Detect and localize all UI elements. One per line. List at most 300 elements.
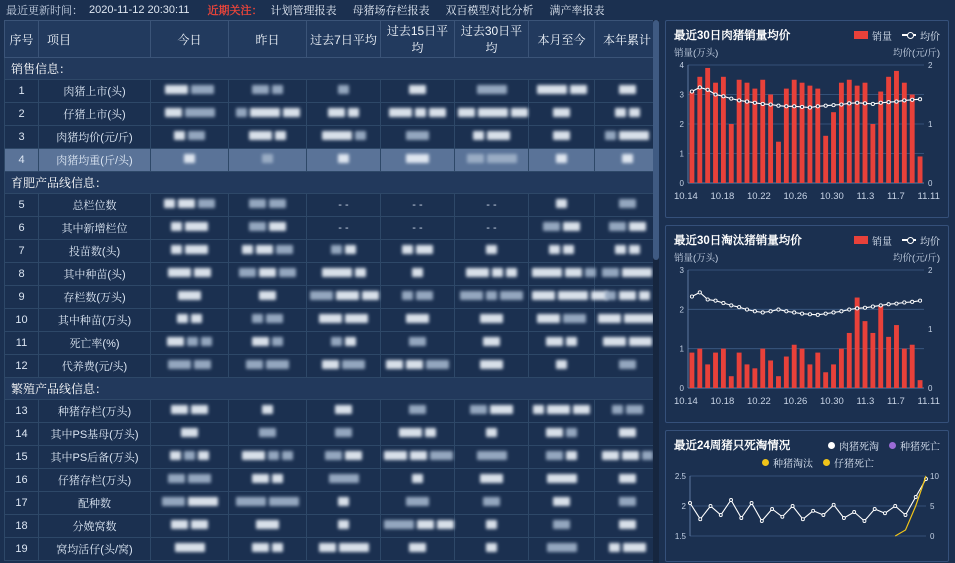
row-value-cell <box>307 400 381 423</box>
col-index: 序号 <box>5 21 39 58</box>
x-tick-label: 11.7 <box>887 396 905 407</box>
svg-text:1: 1 <box>928 325 933 334</box>
table-row[interactable] <box>5 355 660 378</box>
row-value-cell <box>307 423 381 446</box>
x-tick-label: 11.11 <box>917 191 940 202</box>
chart2-ylabel-right: 均价(元/斤) <box>893 253 940 264</box>
row-value-cell <box>381 355 455 378</box>
table-section-title: 销售信息： <box>5 58 660 80</box>
legend-item-breeder-cull[interactable] <box>762 455 813 470</box>
top-status-bar <box>0 0 955 20</box>
row-value-cell <box>307 286 381 309</box>
row-index: 7 <box>5 240 39 263</box>
table-row[interactable] <box>5 194 660 217</box>
dot-swatch-icon <box>889 442 896 449</box>
row-value-cell <box>151 126 229 149</box>
row-value-cell <box>229 240 307 263</box>
row-value-cell <box>229 80 307 103</box>
table-row[interactable] <box>5 103 660 126</box>
row-item-name: 代养费(元/头) <box>39 355 151 378</box>
row-value-cell <box>595 126 660 149</box>
row-value-cell <box>455 538 529 561</box>
table-row[interactable] <box>5 400 660 423</box>
row-value-cell <box>529 400 595 423</box>
chart1-legend <box>854 28 940 43</box>
row-value-cell <box>529 286 595 309</box>
x-tick-label: 10.30 <box>820 191 844 202</box>
table-row[interactable] <box>5 423 660 446</box>
svg-text:0: 0 <box>930 532 935 541</box>
chart3-legend <box>828 438 940 453</box>
row-item-name: 肉猪上市(头) <box>39 80 151 103</box>
legend-label-breeder-cull: 种猪淘汰 <box>773 459 813 470</box>
row-value-cell <box>307 263 381 286</box>
svg-text:0: 0 <box>679 179 684 188</box>
row-value-cell <box>595 309 660 332</box>
row-value-cell <box>151 492 229 515</box>
chart1-title: 最近30日肉猪销量均价 <box>674 30 791 42</box>
update-time-value: 2020-11-12 20:30:11 <box>89 4 190 16</box>
update-time-label: 最近更新时间： <box>6 5 83 17</box>
link-plan-report[interactable]: 计划管理报表 <box>270 5 337 17</box>
svg-text:2: 2 <box>928 61 933 70</box>
table-row[interactable] <box>5 80 660 103</box>
table-section-header <box>5 58 660 80</box>
row-value-cell <box>381 309 455 332</box>
x-tick-label: 10.22 <box>747 396 771 407</box>
row-item-name: 其中新增栏位 <box>39 217 151 240</box>
table-row[interactable] <box>5 538 660 561</box>
row-value-cell <box>529 263 595 286</box>
row-value-cell <box>455 286 529 309</box>
row-value-cell <box>307 309 381 332</box>
row-value-cell <box>151 286 229 309</box>
row-value-cell <box>307 332 381 355</box>
link-sow-farm-report[interactable]: 母猪场存栏报表 <box>352 5 430 17</box>
row-value-cell <box>529 217 595 240</box>
row-value-cell <box>229 217 307 240</box>
legend-label-piglet-death: 仔猪死亡 <box>834 459 874 470</box>
legend-label-volume-2: 销量 <box>872 236 892 248</box>
row-item-name: 肉猪均重(斤/头) <box>39 149 151 172</box>
legend-item-piglet-death[interactable] <box>823 455 874 470</box>
focus-label: 近期关注： <box>207 5 263 17</box>
row-item-name: 存栏数(万头) <box>39 286 151 309</box>
col-avg30: 过去30日平均 <box>455 21 529 58</box>
metrics-table-panel <box>4 20 659 563</box>
row-value-cell <box>595 446 660 469</box>
row-value-cell <box>595 240 660 263</box>
row-value-cell <box>595 400 660 423</box>
row-value-cell <box>151 355 229 378</box>
svg-text:3: 3 <box>679 266 684 275</box>
row-item-name: 配种数 <box>39 492 151 515</box>
row-value-cell <box>529 149 595 172</box>
row-value-cell <box>307 103 381 126</box>
row-index: 15 <box>5 446 39 469</box>
chart1-ylabel-left: 销量(万头) <box>674 48 719 59</box>
chart2-legend <box>854 233 940 248</box>
chart3-legend-row2 <box>666 455 948 472</box>
row-value-cell <box>381 515 455 538</box>
table-scrollbar[interactable] <box>653 20 659 563</box>
row-index: 18 <box>5 515 39 538</box>
legend-item-volume-2[interactable] <box>854 233 892 248</box>
row-item-name: 投苗数(头) <box>39 240 151 263</box>
chart1-plot <box>666 59 948 191</box>
svg-text:1: 1 <box>679 344 684 354</box>
svg-text:0: 0 <box>679 384 684 393</box>
row-value-cell <box>455 240 529 263</box>
col-avg7: 过去7日平均 <box>307 21 381 58</box>
row-value-cell <box>229 126 307 149</box>
row-index: 13 <box>5 400 39 423</box>
row-index: 14 <box>5 423 39 446</box>
x-tick-label: 11.11 <box>917 396 940 407</box>
svg-text:1.5: 1.5 <box>674 532 686 541</box>
col-item: 项目 <box>39 21 151 58</box>
metrics-table <box>4 20 659 561</box>
row-value-cell <box>455 423 529 446</box>
svg-text:1: 1 <box>928 120 933 129</box>
row-value-cell <box>595 538 660 561</box>
row-value-cell <box>229 286 307 309</box>
legend-item-fattening-death[interactable] <box>828 438 879 453</box>
row-value-cell <box>151 469 229 492</box>
row-value-cell <box>455 126 529 149</box>
row-index: 1 <box>5 80 39 103</box>
dot-swatch-icon <box>823 459 830 466</box>
table-section-header <box>5 378 660 400</box>
row-index: 9 <box>5 286 39 309</box>
table-row[interactable] <box>5 286 660 309</box>
row-value-cell <box>455 80 529 103</box>
chart2-x-ticks <box>666 396 948 407</box>
row-index: 11 <box>5 332 39 355</box>
row-value-cell <box>229 400 307 423</box>
bar-swatch-icon <box>854 236 868 244</box>
row-value-cell <box>381 446 455 469</box>
row-value-cell <box>229 194 307 217</box>
row-value-cell <box>381 423 455 446</box>
row-value-cell <box>529 194 595 217</box>
row-value-cell <box>229 469 307 492</box>
row-value-cell <box>455 263 529 286</box>
row-item-name: 窝均活仔(头/窝) <box>39 538 151 561</box>
col-year-to-date: 本年累计 <box>595 21 660 58</box>
row-index: 5 <box>5 194 39 217</box>
table-row[interactable] <box>5 469 660 492</box>
row-value-cell <box>307 446 381 469</box>
x-tick-label: 10.26 <box>783 191 808 202</box>
table-section-header <box>5 172 660 194</box>
charts-column <box>665 20 949 563</box>
x-tick-label: 10.22 <box>747 191 771 202</box>
row-value-cell <box>151 217 229 240</box>
row-value-cell <box>307 80 381 103</box>
row-value-cell <box>455 400 529 423</box>
chart3-legend-b <box>762 455 874 470</box>
x-tick-label: 10.14 <box>674 191 698 202</box>
table-section-title: 育肥产品线信息： <box>5 172 660 194</box>
row-value-cell <box>529 309 595 332</box>
svg-text:2: 2 <box>681 502 686 511</box>
row-value-cell <box>381 469 455 492</box>
row-index: 16 <box>5 469 39 492</box>
row-value-cell <box>529 80 595 103</box>
row-item-name: 其中种苗(万头) <box>39 309 151 332</box>
row-value-cell <box>529 126 595 149</box>
row-value-cell <box>529 332 595 355</box>
table-row[interactable] <box>5 263 660 286</box>
dot-swatch-icon <box>762 459 769 466</box>
table-row[interactable] <box>5 240 660 263</box>
svg-text:5: 5 <box>930 502 935 511</box>
row-value-cell <box>529 240 595 263</box>
row-value-cell <box>595 149 660 172</box>
row-value-cell: - - <box>381 194 455 217</box>
row-value-cell <box>381 149 455 172</box>
legend-label-price-2: 均价 <box>920 236 940 248</box>
table-row[interactable] <box>5 446 660 469</box>
legend-label-price: 均价 <box>920 31 940 43</box>
table-row[interactable] <box>5 492 660 515</box>
row-index: 4 <box>5 149 39 172</box>
row-value-cell <box>151 400 229 423</box>
row-value-cell <box>529 469 595 492</box>
row-index: 10 <box>5 309 39 332</box>
legend-label-breeder-death: 种猪死亡 <box>900 441 940 453</box>
row-item-name: 其中种苗(头) <box>39 263 151 286</box>
x-tick-label: 10.18 <box>710 396 735 407</box>
row-value-cell <box>381 80 455 103</box>
row-value-cell <box>151 263 229 286</box>
legend-label-fattening-death: 肉猪死淘 <box>839 441 879 453</box>
row-value-cell <box>595 423 660 446</box>
table-scrollbar-thumb[interactable] <box>653 20 659 260</box>
row-value-cell <box>307 469 381 492</box>
row-value-cell <box>229 355 307 378</box>
x-tick-label: 11.3 <box>856 191 875 202</box>
svg-text:2.5: 2.5 <box>674 472 686 481</box>
bar-swatch-icon <box>854 31 868 39</box>
row-value-cell <box>455 309 529 332</box>
row-value-cell <box>229 149 307 172</box>
row-value-cell <box>595 80 660 103</box>
row-value-cell <box>529 103 595 126</box>
row-value-cell <box>595 194 660 217</box>
svg-text:2: 2 <box>679 120 684 129</box>
row-value-cell <box>229 446 307 469</box>
row-value-cell <box>595 469 660 492</box>
table-body <box>5 58 660 561</box>
row-value-cell: - - <box>455 217 529 240</box>
row-value-cell <box>595 286 660 309</box>
svg-text:2: 2 <box>679 305 684 315</box>
row-value-cell <box>595 217 660 240</box>
x-tick-label: 10.14 <box>674 396 698 407</box>
row-value-cell <box>151 149 229 172</box>
link-model-compare[interactable]: 双百模型对比分析 <box>445 5 534 17</box>
table-row[interactable] <box>5 149 660 172</box>
row-value-cell: - - <box>307 194 381 217</box>
row-value-cell <box>529 538 595 561</box>
chart-card-pig-sales <box>665 20 949 218</box>
row-value-cell <box>229 103 307 126</box>
svg-text:2: 2 <box>928 266 933 275</box>
x-tick-label: 10.18 <box>710 191 735 202</box>
chart-card-culled-sales <box>665 225 949 423</box>
legend-item-volume[interactable] <box>854 28 892 43</box>
row-value-cell: - - <box>381 217 455 240</box>
row-value-cell <box>307 515 381 538</box>
row-index: 8 <box>5 263 39 286</box>
row-value-cell <box>381 126 455 149</box>
row-value-cell <box>151 423 229 446</box>
row-value-cell <box>229 423 307 446</box>
chart1-header <box>666 21 948 45</box>
row-value-cell <box>151 194 229 217</box>
row-item-name: 其中PS后备(万头) <box>39 446 151 469</box>
row-value-cell <box>455 446 529 469</box>
row-value-cell <box>529 492 595 515</box>
row-value-cell <box>229 538 307 561</box>
row-value-cell <box>455 332 529 355</box>
row-value-cell <box>455 515 529 538</box>
chart1-x-ticks <box>666 191 948 202</box>
row-value-cell <box>307 492 381 515</box>
row-index: 12 <box>5 355 39 378</box>
row-index: 19 <box>5 538 39 561</box>
table-header-row <box>5 21 660 58</box>
row-value-cell <box>529 423 595 446</box>
row-value-cell <box>151 80 229 103</box>
row-value-cell <box>381 240 455 263</box>
col-month-to-date: 本月至今 <box>529 21 595 58</box>
row-value-cell <box>595 492 660 515</box>
row-value-cell <box>595 332 660 355</box>
row-value-cell <box>595 355 660 378</box>
col-avg15: 过去15日平均 <box>381 21 455 58</box>
row-value-cell <box>307 126 381 149</box>
svg-text:0: 0 <box>928 384 933 393</box>
row-value-cell <box>151 309 229 332</box>
row-index: 2 <box>5 103 39 126</box>
row-value-cell <box>229 332 307 355</box>
row-value-cell <box>455 103 529 126</box>
row-value-cell <box>381 400 455 423</box>
row-value-cell <box>529 355 595 378</box>
row-value-cell <box>151 446 229 469</box>
chart3-plot <box>666 472 948 544</box>
table-row[interactable] <box>5 217 660 240</box>
table-row[interactable] <box>5 515 660 538</box>
col-today: 今日 <box>151 21 229 58</box>
row-value-cell <box>529 446 595 469</box>
row-item-name: 分娩窝数 <box>39 515 151 538</box>
table-row[interactable] <box>5 126 660 149</box>
row-value-cell <box>151 103 229 126</box>
row-item-name: 死亡率(%) <box>39 332 151 355</box>
legend-item-price-2[interactable] <box>902 233 940 248</box>
table-row[interactable] <box>5 309 660 332</box>
row-value-cell: - - <box>307 217 381 240</box>
row-value-cell <box>307 149 381 172</box>
row-index: 3 <box>5 126 39 149</box>
row-item-name: 其中PS基母(万头) <box>39 423 151 446</box>
row-value-cell <box>229 309 307 332</box>
row-value-cell <box>595 515 660 538</box>
table-row[interactable] <box>5 332 660 355</box>
row-value-cell <box>381 332 455 355</box>
row-value-cell <box>529 515 595 538</box>
legend-label-volume: 销量 <box>872 31 892 43</box>
chart2-plot <box>666 264 948 396</box>
svg-text:4: 4 <box>679 61 684 70</box>
row-value-cell <box>381 538 455 561</box>
row-value-cell <box>229 492 307 515</box>
row-value-cell <box>381 492 455 515</box>
row-value-cell <box>455 355 529 378</box>
legend-item-breeder-death[interactable] <box>889 438 940 453</box>
row-value-cell <box>151 515 229 538</box>
row-value-cell <box>229 515 307 538</box>
row-value-cell <box>381 286 455 309</box>
row-item-name: 仔猪上市(头) <box>39 103 151 126</box>
row-value-cell <box>595 263 660 286</box>
row-value-cell <box>595 103 660 126</box>
row-index: 17 <box>5 492 39 515</box>
svg-text:10: 10 <box>930 472 939 481</box>
row-value-cell <box>455 469 529 492</box>
row-value-cell <box>381 103 455 126</box>
link-capacity-report[interactable]: 满产率报表 <box>549 5 605 17</box>
chart3-header <box>666 431 948 455</box>
chart1-ylabel-right: 均价(元/斤) <box>893 48 940 59</box>
row-value-cell <box>307 538 381 561</box>
row-value-cell <box>455 492 529 515</box>
line-swatch-icon <box>902 239 916 241</box>
chart2-ylabel-left: 销量(万头) <box>674 253 719 264</box>
row-value-cell <box>381 263 455 286</box>
x-tick-label: 11.7 <box>887 191 905 202</box>
x-tick-label: 10.30 <box>820 396 844 407</box>
svg-text:1: 1 <box>679 149 684 159</box>
legend-item-price[interactable] <box>902 28 940 43</box>
x-tick-label: 10.26 <box>783 396 808 407</box>
row-value-cell <box>151 538 229 561</box>
row-value-cell <box>229 263 307 286</box>
row-item-name: 种猪存栏(万头) <box>39 400 151 423</box>
row-value-cell <box>151 240 229 263</box>
row-item-name: 总栏位数 <box>39 194 151 217</box>
svg-text:0: 0 <box>928 179 933 188</box>
col-yesterday: 昨日 <box>229 21 307 58</box>
line-swatch-icon <box>902 34 916 36</box>
row-item-name: 仔猪存栏(万头) <box>39 469 151 492</box>
chart2-title: 最近30日淘汰猪销量均价 <box>674 235 802 247</box>
chart-card-death-cull <box>665 430 949 562</box>
row-value-cell <box>455 149 529 172</box>
svg-text:3: 3 <box>679 90 684 100</box>
x-tick-label: 11.3 <box>856 396 875 407</box>
row-value-cell: - - <box>455 194 529 217</box>
dot-swatch-icon <box>828 442 835 449</box>
row-value-cell <box>307 240 381 263</box>
chart2-header <box>666 226 948 250</box>
chart3-title: 最近24周猪只死淘情况 <box>674 440 791 452</box>
table-section-title: 繁殖产品线信息： <box>5 378 660 400</box>
